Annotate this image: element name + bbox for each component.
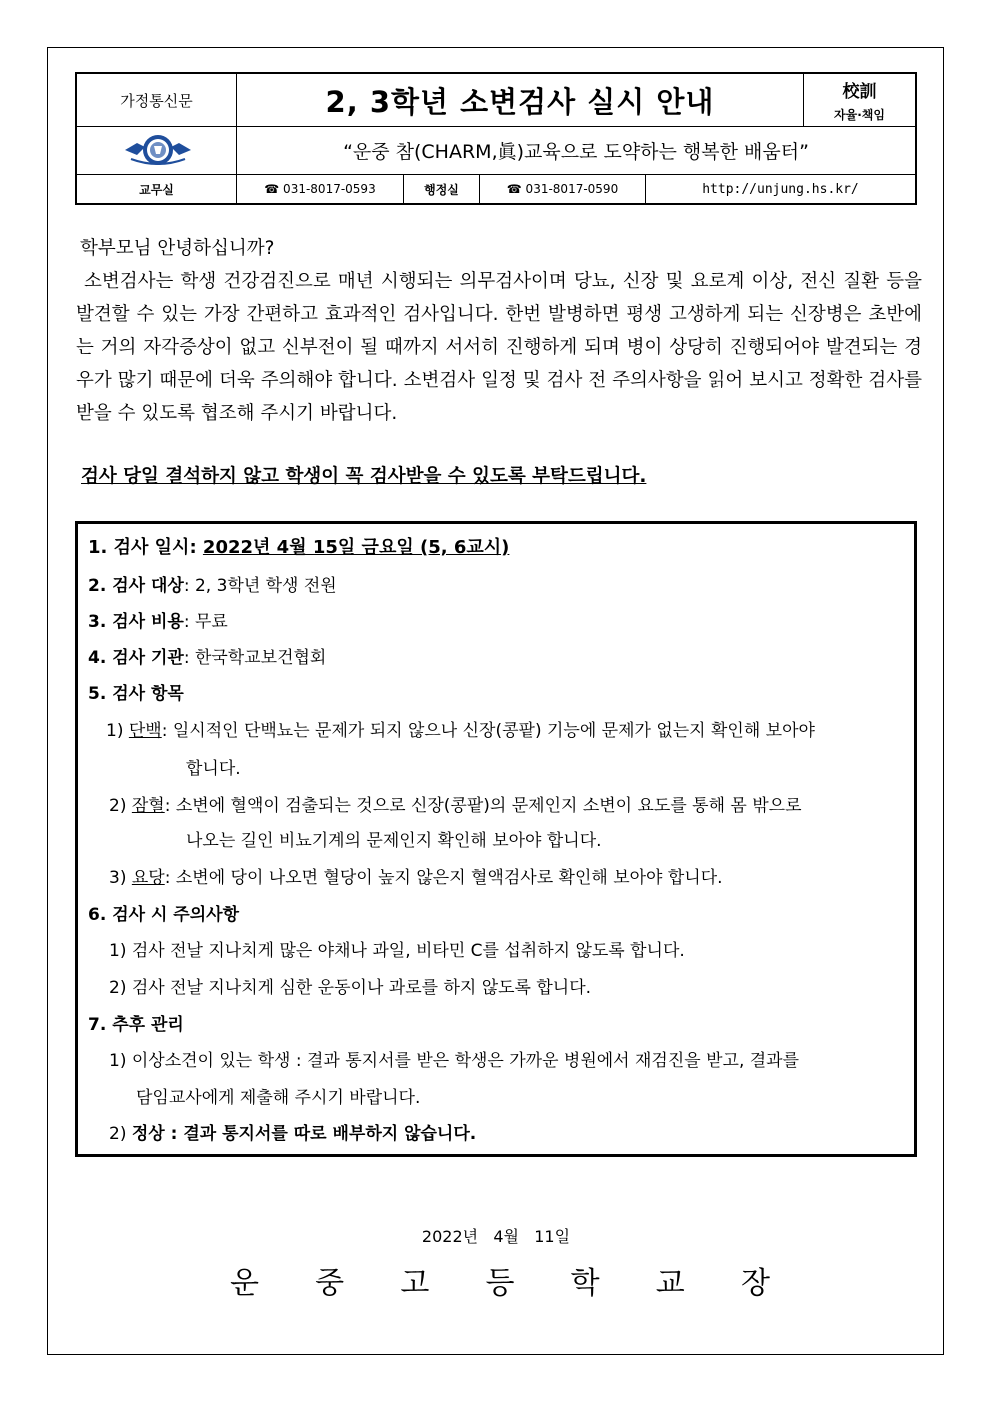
followup-2-text: 정상 : 결과 통지서를 따로 배부하지 않습니다. [131, 1124, 477, 1144]
issue-date: 2022년 4월 11일 [421, 1227, 571, 1246]
item-glucose-term: 요당 [131, 868, 165, 888]
item-blood-cont: 나오는 길인 비뇨기계의 문제인지 확인해 보아야 합니다. [186, 831, 602, 851]
header-row-slogan [77, 127, 915, 175]
info-agency: 4. 검사 기관: 한국학교보건협회 [88, 648, 327, 668]
followup-1-cont: 담임교사에게 제출해 주시기 바랍니다. [136, 1088, 421, 1108]
item-protein-num: 1) [106, 721, 124, 741]
info-box [75, 521, 917, 1157]
document-kind: 가정통신문 [77, 74, 237, 126]
motto-label: 校訓 [842, 82, 877, 102]
school-slogan: “운중 참(CHARM,眞)교육으로 도약하는 행복한 배움터” [343, 141, 809, 163]
greeting: 학부모님 안녕하십니까? [80, 238, 275, 259]
precaution-1: 1) 검사 전날 지나치게 많은 야채나 과일, 비타민 C를 섭취하지 않도록 합니다. [109, 941, 685, 961]
item-glucose: 3) 요당: 소변에 당이 나오면 혈당이 높지 않은지 혈액검사로 확인해 보아야 합니다. [109, 868, 723, 888]
page-title: 2, 3학년 소변검사 실시 안내 [237, 74, 804, 126]
motto-value: 자율·책임 [834, 108, 885, 122]
item-protein-text: 일시적인 단백뇨는 문제가 되지 않으나 신장(콩팥) 기능에 문제가 없는지 확인해 보아야 [172, 721, 815, 741]
precautions-heading: 6. 검사 시 주의사항 [88, 905, 239, 925]
school-char: 중 [315, 1266, 345, 1301]
info-date-value: 2022년 4월 15일 금요일 (5, 6교시) [202, 537, 510, 558]
followup-2 [109, 1122, 476, 1146]
item-glucose-text: 소변에 당이 나오면 혈당이 높지 않은지 혈액검사로 확인해 보아야 합니다. [175, 868, 723, 888]
office1-label: 교무실 [77, 175, 237, 203]
item-blood-num: 2) [109, 796, 127, 816]
info-target: 2. 검사 대상: 2, 3학년 학생 전원 [88, 576, 337, 596]
item-blood-text: 소변에 혈액이 검출되는 것으로 신장(콩팥)의 문제인지 소변이 요도를 통해 몸 밖으로 [175, 796, 802, 816]
info-target-label: 2. 검사 대상 [88, 576, 184, 596]
school-emblem-icon [123, 133, 193, 167]
item-glucose-num: 3) [109, 868, 127, 888]
school-char: 학 [570, 1266, 600, 1301]
attendance-notice: 검사 당일 결석하지 않고 학생이 꼭 검사받을 수 있도록 부탁드립니다. [81, 466, 647, 487]
info-items-heading: 5. 검사 항목 [88, 684, 184, 704]
header-row-title [77, 74, 915, 127]
item-protein-cont: 합니다. [186, 759, 241, 779]
office1-phone: ☎ 031-8017-0593 [237, 175, 404, 203]
info-target-value: 2, 3학년 학생 전원 [194, 576, 337, 596]
school-char: 교 [655, 1266, 685, 1301]
info-date: 1. 검사 일시: 2022년 4월 15일 금요일 (5, 6교시) [88, 537, 510, 558]
school-principal [230, 1258, 770, 1302]
followup-heading: 7. 추후 관리 [88, 1015, 184, 1035]
header-table [75, 72, 917, 205]
followup-2-num: 2) [109, 1124, 127, 1144]
info-cost-label: 3. 검사 비용 [88, 612, 184, 632]
followup-1: 1) 이상소견이 있는 학생 : 결과 통지서를 받은 학생은 가까운 병원에서 재검진을 받고, 결과를 [109, 1051, 800, 1071]
info-cost-value: 무료 [194, 612, 228, 632]
website-link[interactable]: http://unjung.hs.kr/ [702, 181, 859, 197]
school-char: 고 [400, 1266, 430, 1301]
school-char: 운 [230, 1266, 259, 1301]
office2-phone: ☎ 031-8017-0590 [480, 175, 646, 203]
school-char: 등 [485, 1266, 515, 1301]
info-agency-value: 한국학교보건협회 [194, 648, 327, 668]
item-blood-term: 잠혈 [131, 796, 165, 816]
info-agency-label: 4. 검사 기관 [88, 648, 184, 668]
item-blood: 2) 잠혈: 소변에 혈액이 검출되는 것으로 신장(콩팥)의 문제인지 소변이 요도를 통해 몸 밖으로 [109, 796, 802, 816]
item-protein: 1) 단백: 일시적인 단백뇨는 문제가 되지 않으나 신장(콩팥) 기능에 문제가 없는지 확인해 보아야 [106, 721, 815, 741]
header-row-contacts [77, 175, 915, 203]
main-paragraph: 소변검사는 학생 건강검진으로 매년 시행되는 의무검사이며 당뇨, 신장 및 요로계 이상, 전신 질환 등을 발견할 수 있는 가장 간편하고 효과적인 검사입니다. 한번 발병하면 평생 고생하게 되는 신장병은 초반에는 거의 자각증상이 없고 신부전이 될 때까지 서서히 진행하게 되며 병이 상당히 진행되어야 발견되는 경우가 많기 때문에 더욱 주의해야 합니다. 소변검사 일정 및 검사 전 주의사항을 읽어 보시고 정확한 검사를 받을 수 있도록 협조해 주시기 바랍니다. [76, 271, 922, 424]
info-date-label: 1. 검사 일시 [88, 537, 190, 558]
precaution-2: 2) 검사 전날 지나치게 심한 운동이나 과로를 하지 않도록 합니다. [109, 978, 592, 998]
office2-label: 행정실 [404, 175, 480, 203]
info-cost: 3. 검사 비용: 무료 [88, 612, 228, 632]
logo-cell [77, 127, 237, 174]
school-char: 장 [740, 1266, 770, 1301]
item-protein-term: 단백 [128, 721, 162, 741]
school-motto [804, 74, 915, 126]
